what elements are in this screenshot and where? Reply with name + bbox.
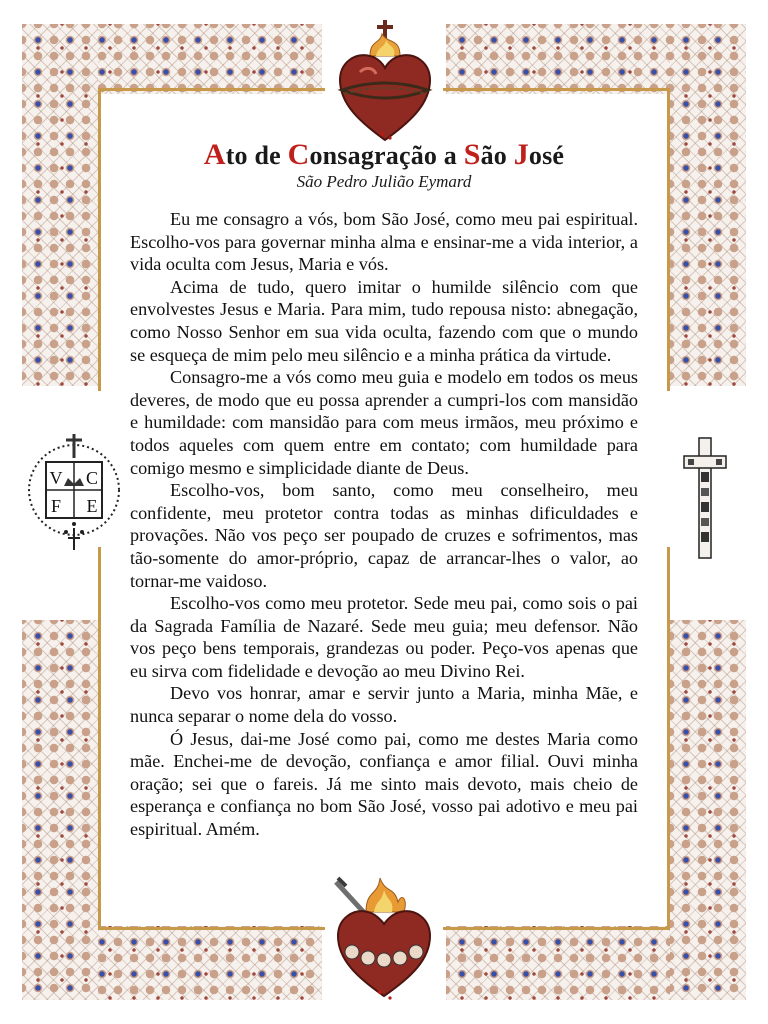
seal-letter-v: V [49, 468, 63, 488]
border-left-upper [22, 24, 98, 386]
paragraph-1: Eu me consagro a vós, bom São José, como meu pai espiritual. Escolho-vos para governar minha alma e ensinar-me a vida interior, a vida oculta com Jesus, Maria e vós. [130, 209, 638, 275]
title-text-4: osé [528, 141, 565, 170]
paragraph-4: Escolho-vos, bom santo, como meu conselheiro, meu confidente, meu protetor contra todas as minhas dificuldades e provações. Não vos peço ser poupado de cruzes e sofrimentos, mas tão-somente do amor-próprio, capaz de arrancar-lhes o valor, ao tornar-me vaidoso. [130, 480, 638, 591]
title-text-3: ão [480, 141, 514, 170]
seal-letter-c: C [85, 468, 99, 488]
paragraph-3: Consagro-me a vós como meu guia e modelo em todos os meus deveres, de modo que eu possa aprender a cumpri-los com mansidão e humildade: com mansidão para com meus irmãos, meu próximo e todos aqueles com quem entre em contato; com humildade para comigo mesmo e simplicidade diante de Deus. [130, 367, 638, 478]
paragraph-5: Escolho-vos como meu protetor. Sede meu pai, como sois o pai da Sagrada Família de Nazaré. Sede meu guia; meu defensor. Não vos peço bens temporais, grandezas ou poder. Peço-vos apenas que eu sirva com fidelidade e devoção ao meu Divino Rei. [130, 593, 638, 681]
title-capital-c: C [287, 138, 310, 171]
cross-icon [682, 436, 728, 560]
author-line: São Pedro Julião Eymard [296, 172, 472, 191]
border-left-lower [22, 620, 98, 1000]
border-right-upper [670, 24, 746, 386]
title-text-1: to de [225, 141, 288, 170]
sacred-heart-top-icon [330, 18, 440, 144]
title-capital-j: J [513, 138, 529, 171]
paragraph-2: Acima de tudo, quero imitar o humilde silêncio com que envolvestes Jesus e Maria. Para mim, tudo repousa nisto: abnegação, como Nosso Senhor em sua vida oculta, fazendo com que o mundo se esqueça de mim pelo meu silêncio e a minha prática da virtude. [130, 276, 638, 365]
prayer-body [130, 208, 638, 841]
title-capital-s: S [463, 138, 481, 171]
seal-letter-e: E [86, 496, 98, 516]
sacred-heart-bottom-icon [328, 872, 440, 1002]
title-text-2: onsagração a [309, 141, 464, 170]
document-title [0, 138, 768, 172]
vcfe-seal-icon [22, 428, 126, 560]
paragraph-6: Devo vos honrar, amar e servir junto a Maria, minha Mãe, e nunca separar o nome dela do vosso. [130, 683, 638, 727]
paragraph-7: Ó Jesus, dai-me José como pai, como me destes Maria como mãe. Enchei-me de devoção, confiança e amor filial. Ouvi minha oração; sei que o fareis. Já me sinto mais devoto, mais cheio de esperança e confiança no bom São José, vosso pai adotivo e meu pai espiritual. Amém. [130, 728, 638, 840]
border-right-lower [670, 620, 746, 1000]
seal-letter-f: F [50, 496, 62, 516]
title-capital-a: A [203, 138, 226, 171]
